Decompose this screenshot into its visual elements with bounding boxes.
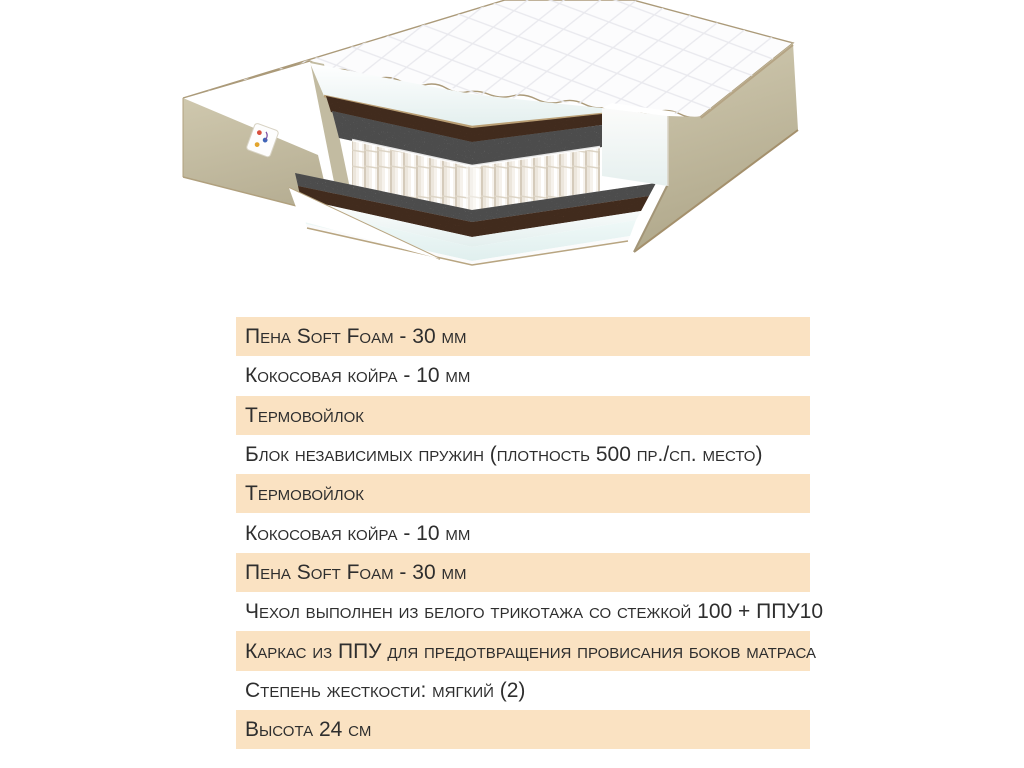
- layer-label: Пена Soft Foam - 30 мм: [245, 560, 467, 584]
- layer-label: Степень жесткости: мягкий (2): [245, 678, 526, 702]
- foam-slab-right: [602, 103, 676, 186]
- layer-row-frame: [236, 631, 816, 670]
- layer-row-foam-top: [236, 317, 810, 356]
- layer-row-felt-top: [236, 396, 810, 435]
- layer-row-coir-bottom: [236, 513, 810, 552]
- layer-label: Блок независимых пружин (плотность 500 пр./сп. место): [245, 443, 763, 467]
- layer-label: Каркас из ППУ для предотвращения провисания боков матраса: [245, 639, 816, 663]
- layer-row-firmness: [236, 671, 810, 710]
- layer-label: Высота 24 см: [245, 718, 372, 742]
- layer-row-felt-bottom: [236, 474, 810, 513]
- layer-row-cover: [236, 592, 824, 631]
- layer-row-height: [236, 710, 810, 749]
- layer-label: Термовойлок: [245, 482, 365, 506]
- mattress-cross-section-svg: [170, 0, 830, 268]
- layers-table: [236, 317, 824, 749]
- mattress-illustration: [170, 0, 830, 268]
- layer-label: Кокосовая койра - 10 мм: [245, 521, 471, 545]
- layer-label: Термовойлок: [245, 403, 365, 427]
- layer-label: Пена Soft Foam - 30 мм: [245, 325, 467, 349]
- layer-row-springs: [236, 435, 810, 474]
- layer-label: Чехол выполнен из белого трикотажа со стежкой 100 + ППУ10: [245, 600, 824, 624]
- layer-row-foam-bottom: [236, 553, 810, 592]
- layer-row-coir-top: [236, 356, 810, 395]
- layer-label: Кокосовая койра - 10 мм: [245, 364, 471, 388]
